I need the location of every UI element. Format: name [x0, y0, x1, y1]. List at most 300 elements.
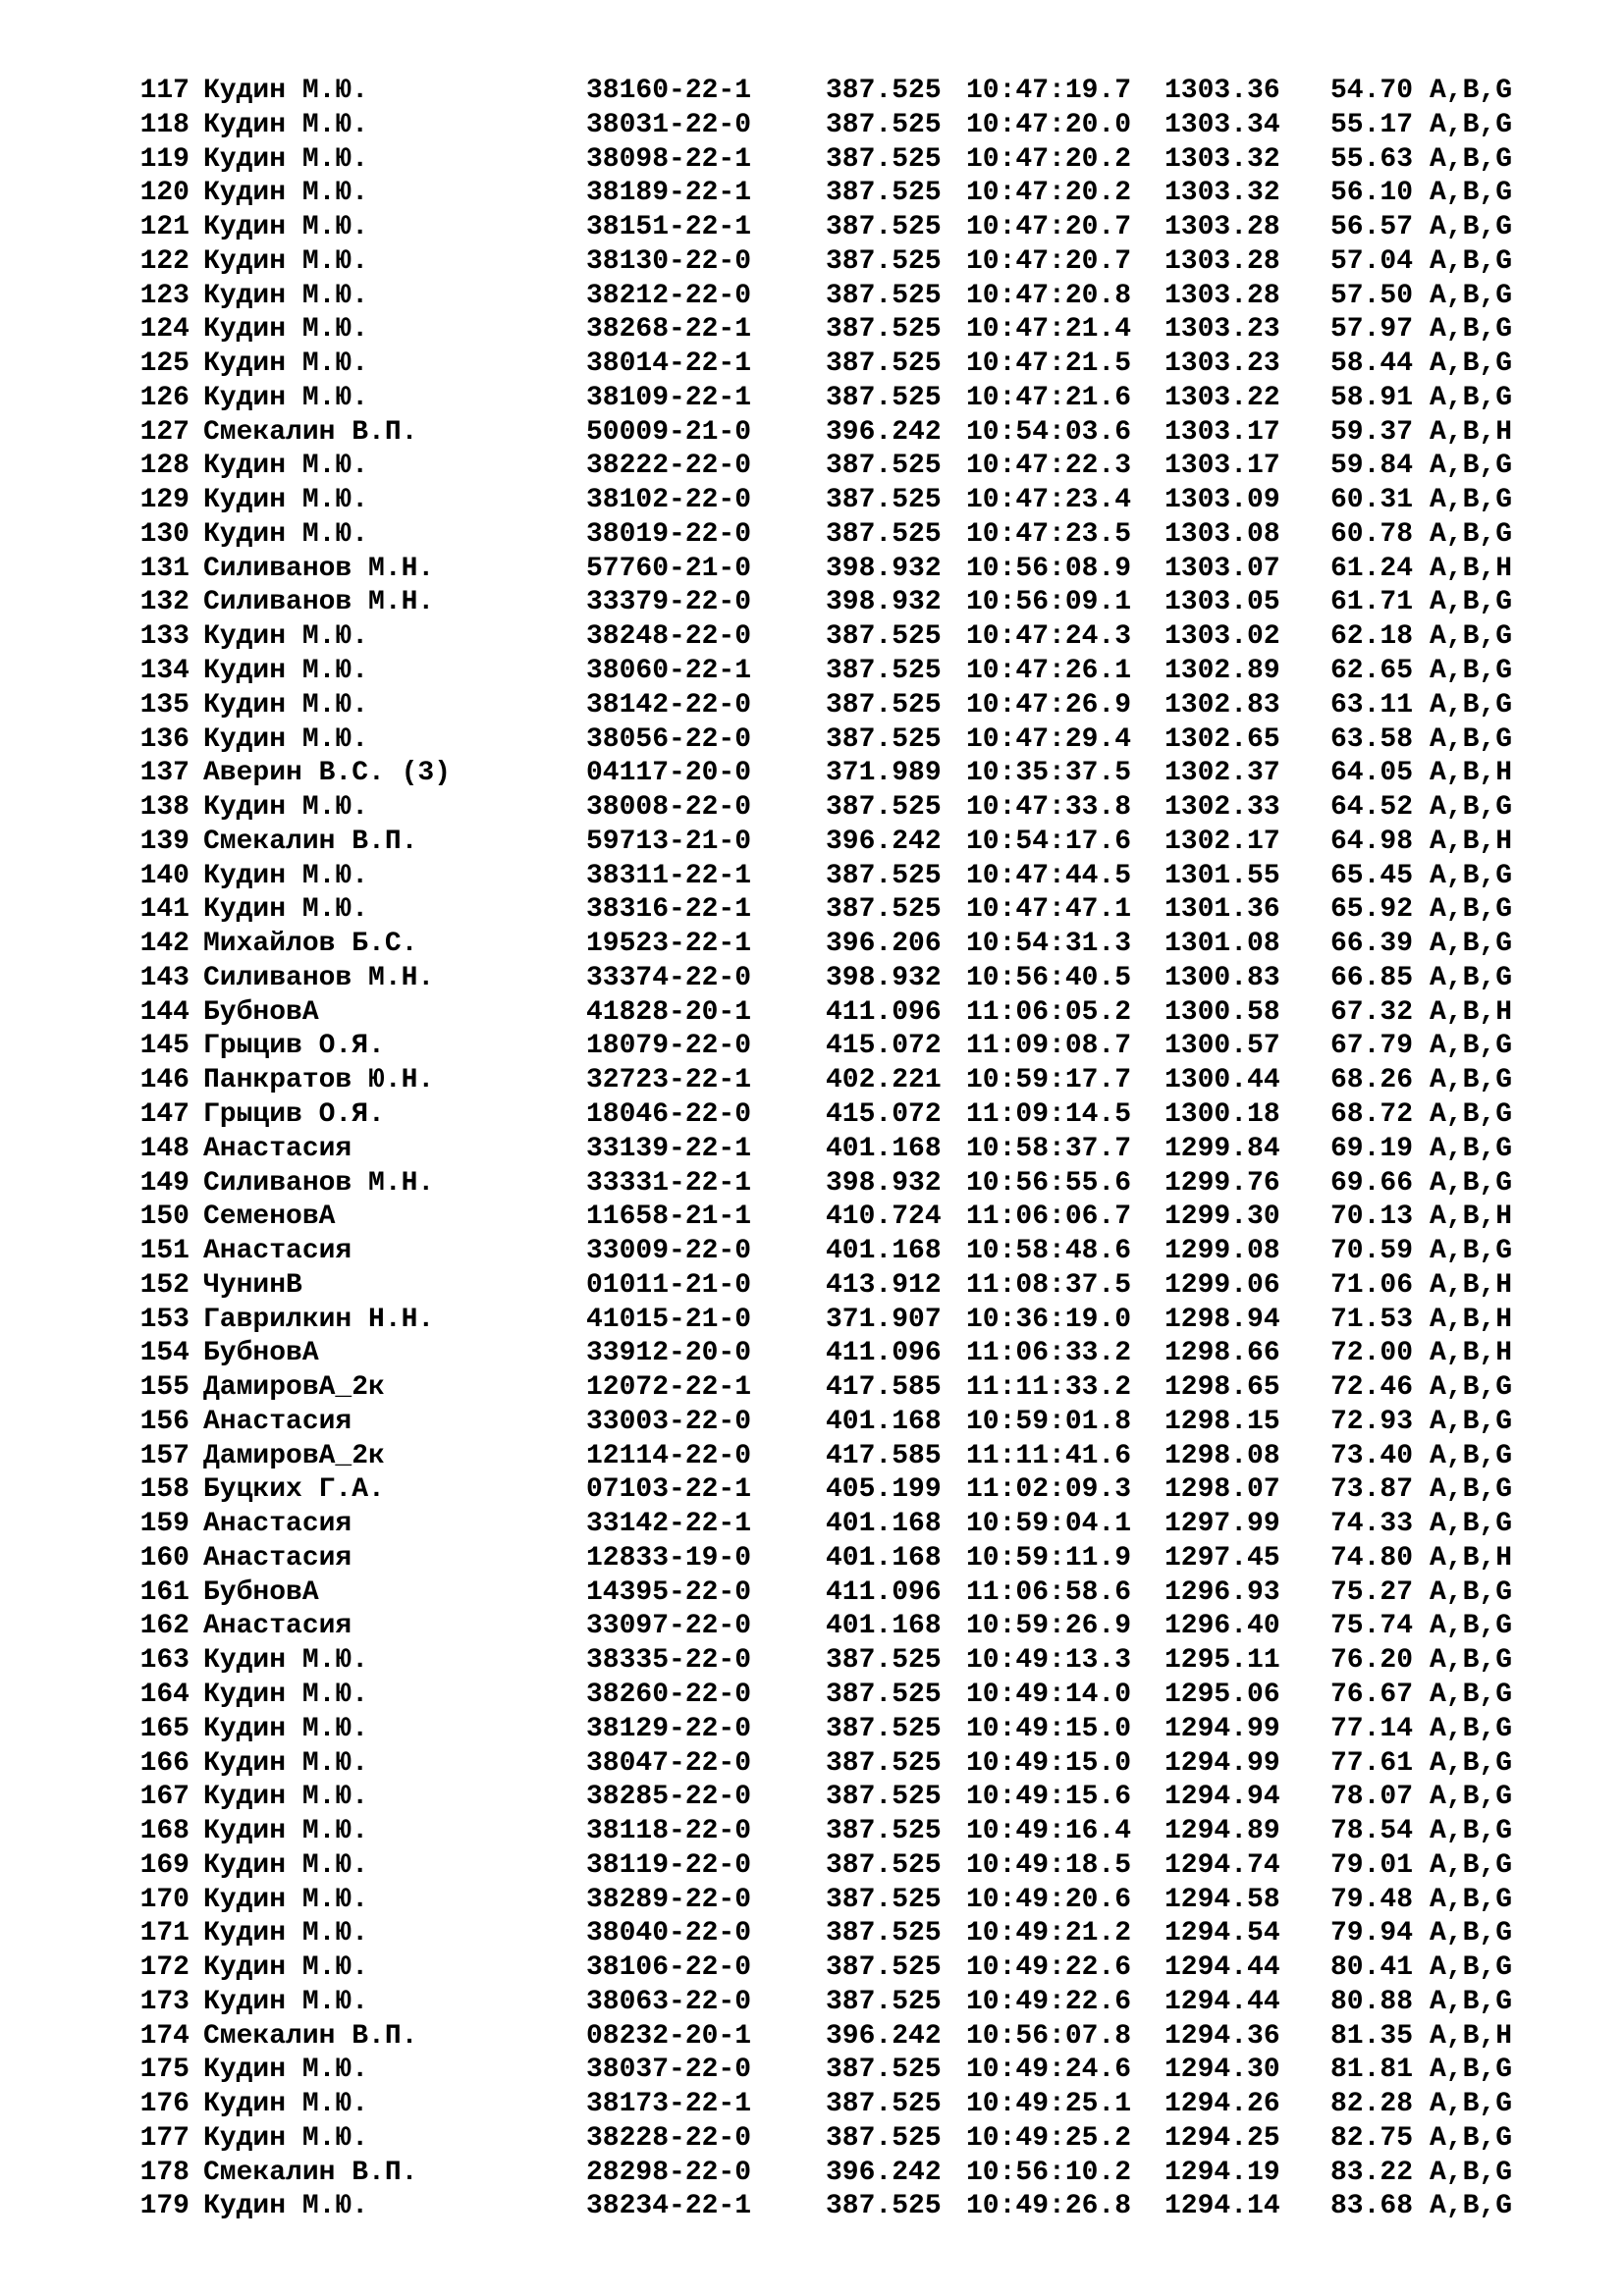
points-cell: 83.22: [1330, 2157, 1414, 2188]
speed-cell: 1301.36: [1164, 894, 1280, 926]
arrival-time-cell: 10:49:15.6: [966, 1782, 1132, 1813]
arrival-time-cell: 10:47:22.3: [966, 451, 1132, 482]
place-cell: 166: [139, 1747, 189, 1779]
distance-cell: 398.932: [826, 1167, 942, 1199]
distance-cell: 411.096: [826, 996, 942, 1028]
place-cell: 154: [139, 1338, 189, 1369]
speed-cell: 1301.55: [1164, 860, 1280, 891]
table-row: [0, 143, 1624, 178]
speed-cell: 1298.94: [1164, 1304, 1280, 1335]
fancier-name-cell: Кудин М.Ю.: [203, 621, 369, 653]
arrival-time-cell: 10:47:21.5: [966, 348, 1132, 380]
ring-number-cell: 33374-22-0: [586, 962, 752, 993]
table-row: [0, 347, 1624, 382]
speed-cell: 1298.15: [1164, 1406, 1280, 1437]
points-cell: 78.54: [1330, 1816, 1414, 1847]
place-cell: 123: [139, 280, 189, 311]
table-row: [0, 1815, 1624, 1849]
fancier-name-cell: Кудин М.Ю.: [203, 656, 369, 687]
ring-number-cell: 38268-22-1: [586, 314, 752, 346]
arrival-time-cell: 10:49:24.6: [966, 2055, 1132, 2086]
speed-cell: 1303.36: [1164, 76, 1280, 106]
speed-cell: 1294.25: [1164, 2122, 1280, 2154]
arrival-time-cell: 10:47:20.8: [966, 280, 1132, 311]
speed-cell: 1299.30: [1164, 1201, 1280, 1233]
ring-number-cell: 38106-22-0: [586, 1952, 752, 1984]
category-flags-cell: A,B,G: [1430, 1372, 1513, 1404]
ring-number-cell: 28298-22-0: [586, 2157, 752, 2188]
category-flags-cell: A,B,G: [1430, 1986, 1513, 2017]
ring-number-cell: 38014-22-1: [586, 348, 752, 380]
fancier-name-cell: Кудин М.Ю.: [203, 2089, 369, 2120]
speed-cell: 1295.06: [1164, 1679, 1280, 1710]
points-cell: 69.19: [1330, 1133, 1414, 1164]
speed-cell: 1299.84: [1164, 1133, 1280, 1164]
distance-cell: 387.525: [826, 348, 942, 380]
category-flags-cell: A,B,G: [1430, 1611, 1513, 1642]
speed-cell: 1300.83: [1164, 962, 1280, 993]
place-cell: 165: [139, 1713, 189, 1744]
points-cell: 82.28: [1330, 2089, 1414, 2120]
fancier-name-cell: Кудин М.Ю.: [203, 860, 369, 891]
points-cell: 74.33: [1330, 1509, 1414, 1540]
ring-number-cell: 33912-20-0: [586, 1338, 752, 1369]
table-row: [0, 996, 1624, 1031]
distance-cell: 401.168: [826, 1509, 942, 1540]
fancier-name-cell: Смекалин В.П.: [203, 2157, 418, 2188]
place-cell: 136: [139, 723, 189, 755]
ring-number-cell: 18046-22-0: [586, 1098, 752, 1130]
speed-cell: 1296.93: [1164, 1576, 1280, 1608]
fancier-name-cell: Кудин М.Ю.: [203, 689, 369, 721]
category-flags-cell: A,B,G: [1430, 587, 1513, 618]
ring-number-cell: 38129-22-0: [586, 1713, 752, 1744]
category-flags-cell: A,B,H: [1430, 1304, 1513, 1335]
results-table: [0, 75, 1624, 2224]
speed-cell: 1302.37: [1164, 758, 1280, 789]
ring-number-cell: 38060-22-1: [586, 656, 752, 687]
speed-cell: 1299.76: [1164, 1167, 1280, 1199]
table-row: [0, 313, 1624, 347]
distance-cell: 401.168: [826, 1611, 942, 1642]
place-cell: 131: [139, 553, 189, 584]
table-row: [0, 553, 1624, 587]
points-cell: 63.58: [1330, 723, 1414, 755]
ring-number-cell: 12833-19-0: [586, 1542, 752, 1574]
distance-cell: 387.525: [826, 1747, 942, 1779]
ring-number-cell: 38037-22-0: [586, 2055, 752, 2086]
points-cell: 71.06: [1330, 1269, 1414, 1301]
fancier-name-cell: Михайлов Б.С.: [203, 929, 418, 960]
arrival-time-cell: 10:47:44.5: [966, 860, 1132, 891]
arrival-time-cell: 10:36:19.0: [966, 1304, 1132, 1335]
points-cell: 73.87: [1330, 1474, 1414, 1506]
speed-cell: 1302.33: [1164, 792, 1280, 824]
speed-cell: 1298.07: [1164, 1474, 1280, 1506]
points-cell: 81.81: [1330, 2055, 1414, 2086]
table-row: [0, 1542, 1624, 1576]
speed-cell: 1299.06: [1164, 1269, 1280, 1301]
speed-cell: 1294.99: [1164, 1713, 1280, 1744]
arrival-time-cell: 10:49:25.1: [966, 2089, 1132, 2120]
table-row: [0, 1713, 1624, 1747]
fancier-name-cell: Кудин М.Ю.: [203, 1884, 369, 1915]
table-row: [0, 1473, 1624, 1508]
distance-cell: 387.525: [826, 621, 942, 653]
points-cell: 67.79: [1330, 1031, 1414, 1062]
arrival-time-cell: 10:54:03.6: [966, 416, 1132, 448]
distance-cell: 398.932: [826, 962, 942, 993]
points-cell: 67.32: [1330, 996, 1414, 1028]
place-cell: 164: [139, 1679, 189, 1710]
place-cell: 170: [139, 1884, 189, 1915]
category-flags-cell: A,B,G: [1430, 1884, 1513, 1915]
distance-cell: 387.525: [826, 1645, 942, 1677]
distance-cell: 387.525: [826, 1884, 942, 1915]
distance-cell: 396.242: [826, 416, 942, 448]
fancier-name-cell: Кудин М.Ю.: [203, 2055, 369, 2086]
category-flags-cell: A,B,H: [1430, 416, 1513, 448]
points-cell: 56.10: [1330, 178, 1414, 209]
place-cell: 146: [139, 1065, 189, 1096]
speed-cell: 1302.89: [1164, 656, 1280, 687]
table-row: [0, 1576, 1624, 1611]
speed-cell: 1294.19: [1164, 2157, 1280, 2188]
table-row: [0, 586, 1624, 620]
place-cell: 140: [139, 860, 189, 891]
category-flags-cell: A,B,H: [1430, 996, 1513, 1028]
arrival-time-cell: 10:49:22.6: [966, 1952, 1132, 1984]
place-cell: 151: [139, 1236, 189, 1267]
arrival-time-cell: 10:47:21.4: [966, 314, 1132, 346]
speed-cell: 1297.99: [1164, 1509, 1280, 1540]
fancier-name-cell: Анастасия: [203, 1611, 352, 1642]
distance-cell: 387.525: [826, 314, 942, 346]
points-cell: 56.57: [1330, 212, 1414, 243]
category-flags-cell: A,B,G: [1430, 792, 1513, 824]
speed-cell: 1303.22: [1164, 382, 1280, 413]
distance-cell: 417.585: [826, 1440, 942, 1471]
category-flags-cell: A,B,G: [1430, 1918, 1513, 1949]
distance-cell: 387.525: [826, 382, 942, 413]
place-cell: 168: [139, 1816, 189, 1847]
fancier-name-cell: Гаврилкин Н.Н.: [203, 1304, 435, 1335]
speed-cell: 1297.45: [1164, 1542, 1280, 1574]
speed-cell: 1303.34: [1164, 109, 1280, 140]
fancier-name-cell: Кудин М.Ю.: [203, 109, 369, 140]
arrival-time-cell: 10:47:23.5: [966, 518, 1132, 550]
ring-number-cell: 18079-22-0: [586, 1031, 752, 1062]
table-row: [0, 1269, 1624, 1304]
fancier-name-cell: Кудин М.Ю.: [203, 314, 369, 346]
points-cell: 57.50: [1330, 280, 1414, 311]
arrival-time-cell: 10:58:37.7: [966, 1133, 1132, 1164]
category-flags-cell: A,B,G: [1430, 1782, 1513, 1813]
table-row: [0, 826, 1624, 860]
arrival-time-cell: 10:49:22.6: [966, 1986, 1132, 2017]
points-cell: 77.61: [1330, 1747, 1414, 1779]
fancier-name-cell: Смекалин В.П.: [203, 826, 418, 857]
speed-cell: 1294.54: [1164, 1918, 1280, 1949]
place-cell: 139: [139, 826, 189, 857]
fancier-name-cell: Кудин М.Ю.: [203, 2122, 369, 2154]
category-flags-cell: A,B,H: [1430, 553, 1513, 584]
ring-number-cell: 04117-20-0: [586, 758, 752, 789]
points-cell: 59.84: [1330, 451, 1414, 482]
ring-number-cell: 33331-22-1: [586, 1167, 752, 1199]
table-row: [0, 2190, 1624, 2224]
distance-cell: 387.525: [826, 723, 942, 755]
arrival-time-cell: 10:54:31.3: [966, 929, 1132, 960]
arrival-time-cell: 10:49:21.2: [966, 1918, 1132, 1949]
table-row: [0, 75, 1624, 109]
table-row: [0, 518, 1624, 553]
points-cell: 80.88: [1330, 1986, 1414, 2017]
distance-cell: 417.585: [826, 1372, 942, 1404]
fancier-name-cell: Панкратов Ю.Н.: [203, 1065, 435, 1096]
points-cell: 73.40: [1330, 1440, 1414, 1471]
arrival-time-cell: 10:59:17.7: [966, 1065, 1132, 1096]
table-row: [0, 1304, 1624, 1338]
distance-cell: 413.912: [826, 1269, 942, 1301]
points-cell: 76.67: [1330, 1679, 1414, 1710]
points-cell: 65.92: [1330, 894, 1414, 926]
distance-cell: 387.525: [826, 1679, 942, 1710]
fancier-name-cell: Анастасия: [203, 1406, 352, 1437]
table-row: [0, 1986, 1624, 2020]
points-cell: 74.80: [1330, 1542, 1414, 1574]
table-row: [0, 1747, 1624, 1782]
category-flags-cell: A,B,G: [1430, 1509, 1513, 1540]
category-flags-cell: A,B,G: [1430, 1816, 1513, 1847]
ring-number-cell: 38316-22-1: [586, 894, 752, 926]
category-flags-cell: A,B,G: [1430, 1133, 1513, 1164]
fancier-name-cell: Кудин М.Ю.: [203, 1986, 369, 2017]
points-cell: 82.75: [1330, 2122, 1414, 2154]
fancier-name-cell: Смекалин В.П.: [203, 416, 418, 448]
fancier-name-cell: БубновА: [203, 1576, 319, 1608]
arrival-time-cell: 10:47:21.6: [966, 382, 1132, 413]
arrival-time-cell: 10:49:25.2: [966, 2122, 1132, 2154]
table-row: [0, 791, 1624, 826]
ring-number-cell: 07103-22-1: [586, 1474, 752, 1506]
category-flags-cell: A,B,G: [1430, 2157, 1513, 2188]
distance-cell: 387.525: [826, 1952, 942, 1984]
speed-cell: 1300.57: [1164, 1031, 1280, 1062]
points-cell: 63.11: [1330, 689, 1414, 721]
arrival-time-cell: 10:49:15.0: [966, 1713, 1132, 1744]
fancier-name-cell: Кудин М.Ю.: [203, 1849, 369, 1881]
place-cell: 175: [139, 2055, 189, 2086]
ring-number-cell: 41015-21-0: [586, 1304, 752, 1335]
points-cell: 60.31: [1330, 485, 1414, 516]
place-cell: 122: [139, 245, 189, 277]
place-cell: 119: [139, 143, 189, 175]
ring-number-cell: 38040-22-0: [586, 1918, 752, 1949]
place-cell: 144: [139, 996, 189, 1028]
ring-number-cell: 19523-22-1: [586, 929, 752, 960]
table-row: [0, 723, 1624, 758]
place-cell: 155: [139, 1372, 189, 1404]
points-cell: 54.70: [1330, 76, 1414, 106]
speed-cell: 1294.36: [1164, 2020, 1280, 2052]
fancier-name-cell: Кудин М.Ю.: [203, 894, 369, 926]
category-flags-cell: A,B,G: [1430, 212, 1513, 243]
fancier-name-cell: Кудин М.Ю.: [203, 143, 369, 175]
ring-number-cell: 38142-22-0: [586, 689, 752, 721]
table-row: [0, 1849, 1624, 1884]
fancier-name-cell: Анастасия: [203, 1133, 352, 1164]
table-row: [0, 860, 1624, 894]
fancier-name-cell: Кудин М.Ю.: [203, 76, 369, 106]
table-row: [0, 1337, 1624, 1371]
arrival-time-cell: 10:47:20.2: [966, 143, 1132, 175]
category-flags-cell: A,B,G: [1430, 76, 1513, 106]
ring-number-cell: 50009-21-0: [586, 416, 752, 448]
ring-number-cell: 38335-22-0: [586, 1645, 752, 1677]
table-row: [0, 1098, 1624, 1133]
fancier-name-cell: Кудин М.Ю.: [203, 1713, 369, 1744]
category-flags-cell: A,B,G: [1430, 1747, 1513, 1779]
table-row: [0, 893, 1624, 928]
category-flags-cell: A,B,H: [1430, 1542, 1513, 1574]
category-flags-cell: A,B,G: [1430, 1406, 1513, 1437]
distance-cell: 398.932: [826, 553, 942, 584]
table-row: [0, 1064, 1624, 1098]
ring-number-cell: 38098-22-1: [586, 143, 752, 175]
table-row: [0, 211, 1624, 245]
points-cell: 76.20: [1330, 1645, 1414, 1677]
ring-number-cell: 32723-22-1: [586, 1065, 752, 1096]
speed-cell: 1303.05: [1164, 587, 1280, 618]
arrival-time-cell: 10:47:20.7: [966, 245, 1132, 277]
speed-cell: 1294.89: [1164, 1816, 1280, 1847]
distance-cell: 401.168: [826, 1542, 942, 1574]
table-row: [0, 655, 1624, 689]
category-flags-cell: A,B,G: [1430, 656, 1513, 687]
arrival-time-cell: 10:47:20.7: [966, 212, 1132, 243]
arrival-time-cell: 10:47:20.0: [966, 109, 1132, 140]
fancier-name-cell: БубновА: [203, 996, 319, 1028]
distance-cell: 387.525: [826, 1816, 942, 1847]
table-row: [0, 1679, 1624, 1713]
table-row: [0, 1884, 1624, 1918]
distance-cell: 402.221: [826, 1065, 942, 1096]
distance-cell: 411.096: [826, 1338, 942, 1369]
place-cell: 150: [139, 1201, 189, 1233]
table-row: [0, 280, 1624, 314]
arrival-time-cell: 10:47:29.4: [966, 723, 1132, 755]
distance-cell: 387.525: [826, 1849, 942, 1881]
distance-cell: 387.525: [826, 2089, 942, 2120]
place-cell: 171: [139, 1918, 189, 1949]
speed-cell: 1294.94: [1164, 1782, 1280, 1813]
place-cell: 132: [139, 587, 189, 618]
fancier-name-cell: Силиванов М.Н.: [203, 587, 435, 618]
ring-number-cell: 38248-22-0: [586, 621, 752, 653]
speed-cell: 1298.08: [1164, 1440, 1280, 1471]
category-flags-cell: A,B,G: [1430, 1645, 1513, 1677]
category-flags-cell: A,B,G: [1430, 1031, 1513, 1062]
category-flags-cell: A,B,H: [1430, 1269, 1513, 1301]
table-row: [0, 2054, 1624, 2088]
speed-cell: 1294.30: [1164, 2055, 1280, 2086]
category-flags-cell: A,B,G: [1430, 1474, 1513, 1506]
fancier-name-cell: Кудин М.Ю.: [203, 1747, 369, 1779]
arrival-time-cell: 10:56:55.6: [966, 1167, 1132, 1199]
distance-cell: 371.989: [826, 758, 942, 789]
category-flags-cell: A,B,G: [1430, 1849, 1513, 1881]
place-cell: 127: [139, 416, 189, 448]
place-cell: 174: [139, 2020, 189, 2052]
ring-number-cell: 33097-22-0: [586, 1611, 752, 1642]
category-flags-cell: A,B,G: [1430, 1167, 1513, 1199]
points-cell: 64.05: [1330, 758, 1414, 789]
distance-cell: 396.242: [826, 2020, 942, 2052]
place-cell: 138: [139, 792, 189, 824]
arrival-time-cell: 10:56:09.1: [966, 587, 1132, 618]
table-row: [0, 620, 1624, 655]
ring-number-cell: 38228-22-0: [586, 2122, 752, 2154]
distance-cell: 398.932: [826, 587, 942, 618]
distance-cell: 396.242: [826, 2157, 942, 2188]
distance-cell: 387.525: [826, 2055, 942, 2086]
arrival-time-cell: 10:56:08.9: [966, 553, 1132, 584]
table-row: [0, 1201, 1624, 1235]
place-cell: 178: [139, 2157, 189, 2188]
arrival-time-cell: 11:06:58.6: [966, 1576, 1132, 1608]
speed-cell: 1298.65: [1164, 1372, 1280, 1404]
ring-number-cell: 01011-21-0: [586, 1269, 752, 1301]
place-cell: 130: [139, 518, 189, 550]
place-cell: 121: [139, 212, 189, 243]
ring-number-cell: 38173-22-1: [586, 2089, 752, 2120]
place-cell: 118: [139, 109, 189, 140]
arrival-time-cell: 10:49:16.4: [966, 1816, 1132, 1847]
speed-cell: 1294.44: [1164, 1952, 1280, 1984]
place-cell: 137: [139, 758, 189, 789]
place-cell: 161: [139, 1576, 189, 1608]
fancier-name-cell: Кудин М.Ю.: [203, 451, 369, 482]
category-flags-cell: A,B,G: [1430, 314, 1513, 346]
place-cell: 153: [139, 1304, 189, 1335]
distance-cell: 411.096: [826, 1576, 942, 1608]
speed-cell: 1294.26: [1164, 2089, 1280, 2120]
fancier-name-cell: Кудин М.Ю.: [203, 382, 369, 413]
category-flags-cell: A,B,G: [1430, 245, 1513, 277]
ring-number-cell: 38212-22-0: [586, 280, 752, 311]
table-row: [0, 1167, 1624, 1201]
distance-cell: 387.525: [826, 143, 942, 175]
table-row: [0, 484, 1624, 518]
arrival-time-cell: 10:49:26.8: [966, 2191, 1132, 2222]
category-flags-cell: A,B,G: [1430, 2089, 1513, 2120]
place-cell: 128: [139, 451, 189, 482]
points-cell: 64.52: [1330, 792, 1414, 824]
distance-cell: 387.525: [826, 2122, 942, 2154]
speed-cell: 1294.74: [1164, 1849, 1280, 1881]
arrival-time-cell: 10:47:47.1: [966, 894, 1132, 926]
speed-cell: 1303.23: [1164, 348, 1280, 380]
category-flags-cell: A,B,G: [1430, 1440, 1513, 1471]
speed-cell: 1303.08: [1164, 518, 1280, 550]
fancier-name-cell: Кудин М.Ю.: [203, 1952, 369, 1984]
category-flags-cell: A,B,G: [1430, 348, 1513, 380]
ring-number-cell: 38047-22-0: [586, 1747, 752, 1779]
category-flags-cell: A,B,G: [1430, 280, 1513, 311]
category-flags-cell: A,B,G: [1430, 451, 1513, 482]
table-row: [0, 1644, 1624, 1679]
